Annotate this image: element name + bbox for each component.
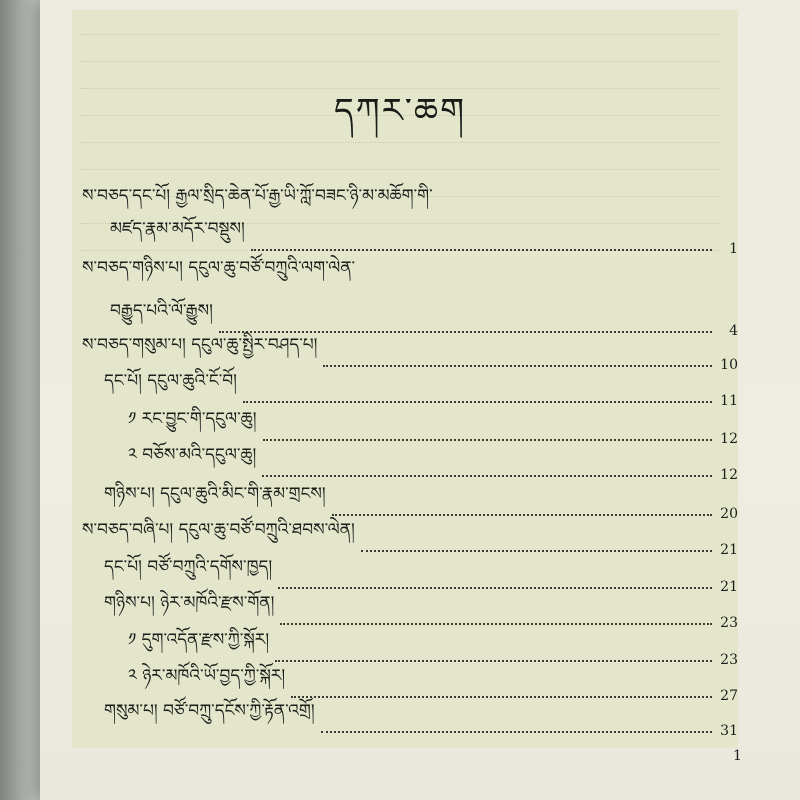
toc-entry — [104, 701, 738, 739]
toc-entry-text: ༡ རང་བྱུང་གི་དངུལ་ཆུ། — [128, 409, 257, 429]
toc-entry-text: མཛད་རྣམ་མདོར་བསྡུས། — [110, 219, 245, 239]
dot-leader — [278, 587, 712, 589]
dot-leader — [280, 623, 712, 625]
toc-page-number: 12 — [720, 467, 738, 483]
toc-page-number: 21 — [720, 579, 738, 595]
dot-leader — [321, 731, 712, 733]
toc-entry-text: ༢ ཉེར་མཁོའི་ཡོ་བྱད་ཀྱི་སྐོར། — [128, 666, 286, 686]
dot-leader — [361, 550, 712, 552]
toc-page-number: 21 — [720, 542, 738, 558]
toc-entry-text: གཉིས་པ། ཉེར་མཁོའི་རྫས་གོན། — [104, 593, 275, 613]
toc-page-number: 1 — [729, 241, 738, 257]
toc-page-number: 31 — [720, 723, 738, 739]
dot-leader — [243, 401, 712, 403]
toc-entry-text: ༡ དུག་འདོན་རྫས་ཀྱི་སྐོར། — [128, 630, 270, 650]
toc-entry-text: གཉིས་པ། དངུལ་ཆུའི་མིང་གི་རྣམ་གྲངས། — [104, 484, 326, 504]
toc-entry-text: ས་བཅད་དང་པོ། རྒྱལ་སྲིད་ཆེན་པོ་རྒྱ་ཡི་ཀློ་བཟང་ཉི་མ་མཆོག་གི་ — [82, 186, 433, 206]
toc-entry-text: ༢ བཅོས་མའི་དངུལ་ཆུ། — [128, 445, 257, 465]
toc-entry-text: ས་བཅད་གསུམ་པ། དངུལ་ཆུ་སྤྱིར་བཤད་པ། — [82, 335, 318, 355]
toc-entry-text: གསུམ་པ། བཙོ་བཀྲུ་དངོས་ཀྱི་རྟོན་འགྲོ། — [104, 701, 315, 721]
toc-page-number: 10 — [720, 357, 738, 373]
page-title: དཀར་ཆག — [333, 91, 467, 131]
page-number: 1 — [733, 748, 742, 764]
toc-entry-text: དང་པོ། དངུལ་ཆུའི་ངོ་བོ། — [104, 371, 237, 391]
toc-entry-text: ས་བཅད་གཉིས་པ། དངུལ་ཆུ་བཙོ་བཀྲུའི་ལག་ལེན་ — [82, 258, 356, 278]
toc-page-number: 4 — [729, 323, 738, 339]
dot-leader — [291, 696, 712, 698]
toc-page-number: 23 — [720, 615, 738, 631]
dot-leader — [263, 439, 712, 441]
toc-page-number: 11 — [720, 393, 738, 409]
toc-page-number: 23 — [720, 652, 738, 668]
dot-leader — [275, 660, 712, 662]
toc-entry-text: བརྒྱུད་པའི་ལོ་རྒྱུས། — [110, 301, 213, 321]
toc-page-number: 12 — [720, 431, 738, 447]
dot-leader — [323, 365, 712, 367]
toc-page-number: 27 — [720, 688, 738, 704]
toc-entry-text: ས་བཅད་བཞི་པ། དངུལ་ཆུ་བཙོ་བཀྲུའི་ཐབས་ལེན། — [82, 520, 355, 540]
toc-entry-text: དང་པོ། བཙོ་བཀྲུའི་དགོས་ཁྱད། — [104, 557, 273, 577]
toc-page-number: 20 — [720, 506, 738, 522]
dot-leader — [332, 514, 712, 516]
